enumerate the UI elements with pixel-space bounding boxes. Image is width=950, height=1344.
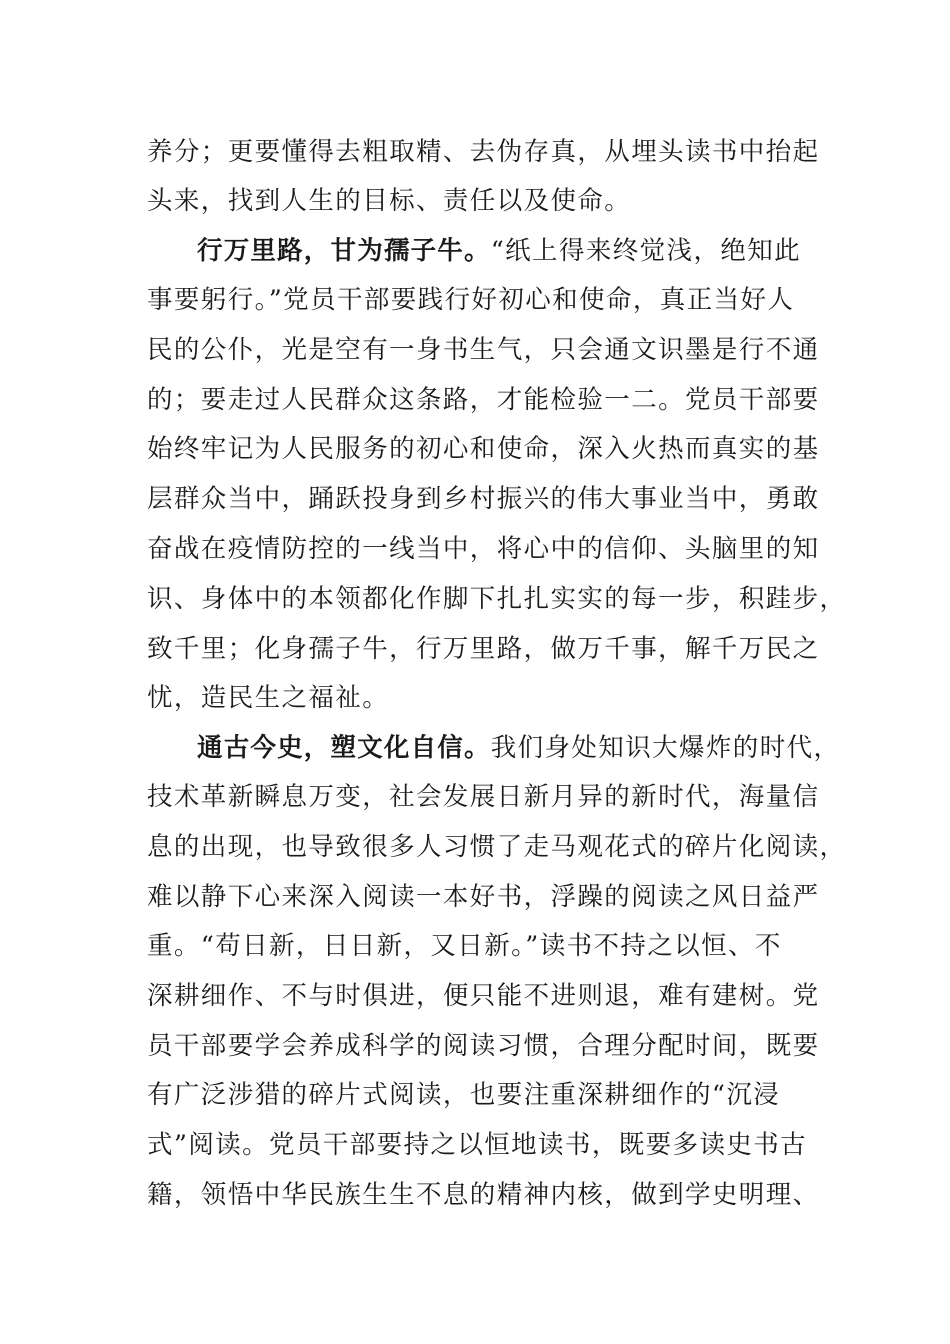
text-line bbox=[147, 325, 820, 375]
paragraph-start-line bbox=[197, 723, 840, 773]
line-text: 养分；更要懂得去粗取精、去伪存真，从埋头读书中抬起 bbox=[147, 137, 820, 167]
paragraph-start-line bbox=[197, 226, 801, 276]
line-text: 我们身处知识大爆炸的时代， bbox=[490, 733, 841, 763]
line-text: 息的出现，也导致很多人习惯了走马观花式的碎片化阅读， bbox=[147, 832, 847, 862]
line-text: 识、身体中的本领都化作脚下扎扎实实的每一步，积跬步， bbox=[147, 584, 847, 614]
text-line bbox=[147, 1021, 820, 1071]
line-text: “纸上得来终觉浅，绝知此 bbox=[490, 236, 802, 266]
text-line bbox=[147, 921, 782, 971]
line-text: 头来，找到人生的目标、责任以及使命。 bbox=[147, 186, 632, 216]
text-line bbox=[147, 424, 820, 474]
text-line bbox=[147, 275, 794, 325]
text-line bbox=[147, 176, 631, 226]
line-text: 难以静下心来深入阅读一本好书，浮躁的阅读之风日益严 bbox=[147, 882, 820, 912]
line-text: 事要躬行。”党员干部要践行好初心和使命，真正当好人 bbox=[147, 285, 795, 315]
line-text: 技术革新瞬息万变，社会发展日新月异的新时代，海量信 bbox=[147, 782, 820, 812]
line-text: 层群众当中，踊跃投身到乡村振兴的伟大事业当中，勇敢 bbox=[147, 484, 820, 514]
line-text: 籍，领悟中华民族生生不息的精神内核，做到学史明理、 bbox=[147, 1180, 820, 1210]
line-text: 致千里；化身孺子牛，行万里路，做万千事，解千万民之 bbox=[147, 634, 820, 664]
text-line bbox=[147, 624, 820, 674]
text-line bbox=[147, 673, 389, 723]
line-text: 重。“苟日新，日日新，又日新。”读书不持之以恒、不 bbox=[147, 931, 782, 961]
text-line bbox=[147, 971, 820, 1021]
text-line bbox=[147, 1170, 820, 1220]
text-line bbox=[147, 574, 846, 624]
text-line bbox=[147, 1070, 780, 1120]
text-line bbox=[147, 524, 820, 574]
text-line bbox=[147, 375, 820, 425]
line-text: 始终牢记为人民服务的初心和使命，深入火热而真实的基 bbox=[147, 434, 820, 464]
line-text: 奋战在疫情防控的一线当中，将心中的信仰、头脑里的知 bbox=[147, 534, 820, 564]
text-line bbox=[147, 822, 846, 872]
line-text: 忧，造民生之福祉。 bbox=[147, 683, 390, 713]
paragraph-heading: 行万里路，甘为孺子牛。 bbox=[197, 236, 491, 266]
line-text: 民的公仆，光是空有一身书生气，只会通文识墨是行不通 bbox=[147, 335, 820, 365]
text-line bbox=[147, 872, 820, 922]
paragraph-heading: 通古今史，塑文化自信。 bbox=[197, 733, 491, 763]
text-line bbox=[147, 772, 820, 822]
line-text: 员干部要学会养成科学的阅读习惯，合理分配时间，既要 bbox=[147, 1031, 820, 1061]
line-text: 有广泛涉猎的碎片式阅读，也要注重深耕细作的“沉浸 bbox=[147, 1080, 781, 1110]
line-text: 深耕细作、不与时俱进，便只能不进则退，难有建树。党 bbox=[147, 981, 820, 1011]
text-line bbox=[147, 474, 820, 524]
line-text: 的；要走过人民群众这条路，才能检验一二。党员干部要 bbox=[147, 385, 820, 415]
text-line bbox=[147, 127, 820, 177]
line-text: 式”阅读。党员干部要持之以恒地读书，既要多读史书古 bbox=[147, 1130, 808, 1160]
text-line bbox=[147, 1120, 807, 1170]
